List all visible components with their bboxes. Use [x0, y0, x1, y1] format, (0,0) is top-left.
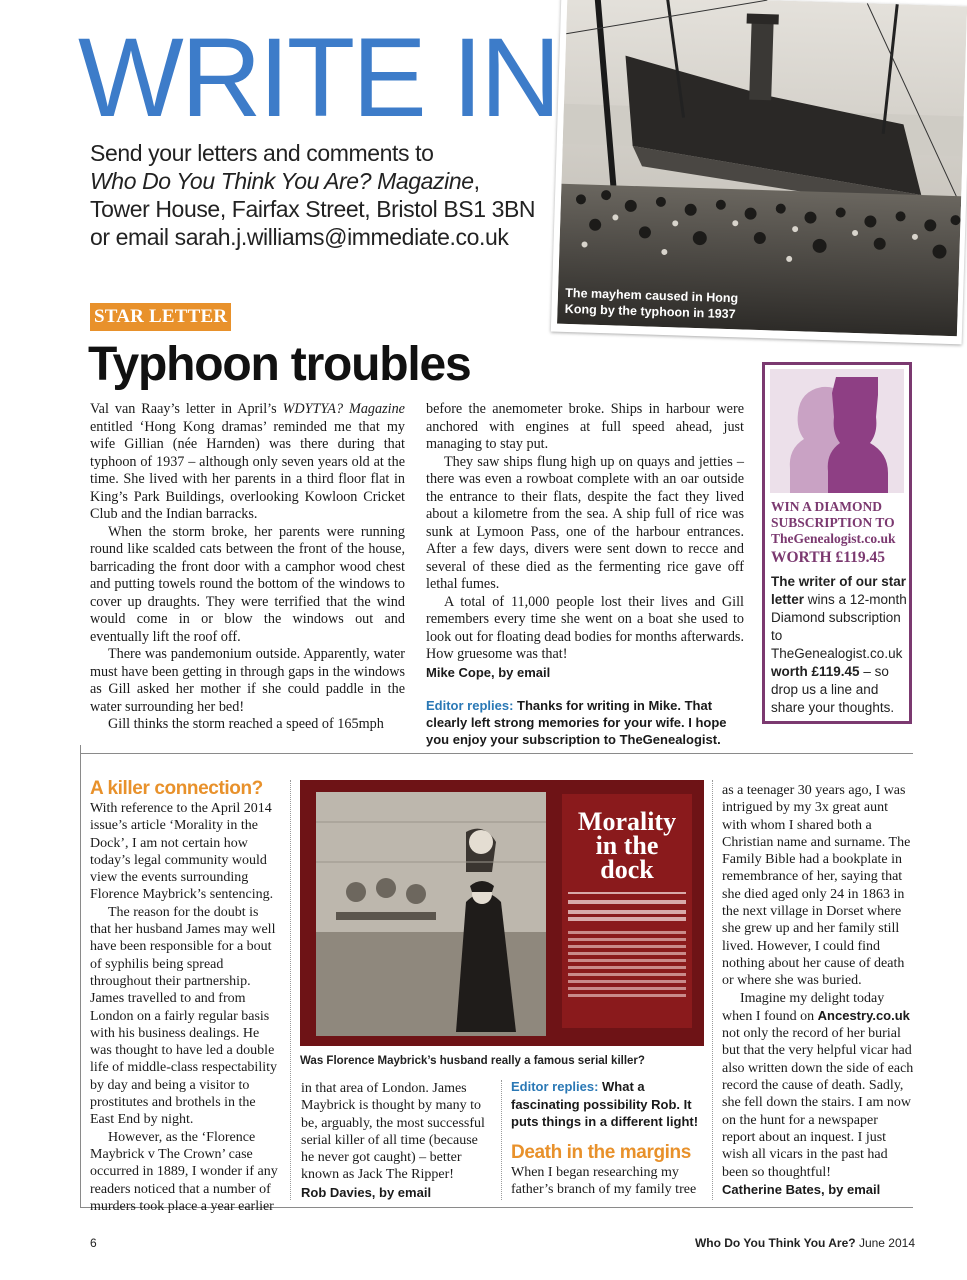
margins-column-2 [722, 782, 914, 1198]
margins-paragraph: Imagine my delight today when I found on Ancestry.co.uk not only the record of her burial but that the very helpful vicar had also written down the side of each record the cause of death. Sadly, she fell down the stairs. I am now on the hunt for a newspaper report about an inquest. I just wish all vicars in the past had been so thoughtful! [722, 990, 914, 1180]
margins-headline: Death in the margins [511, 1142, 691, 1163]
address-line-4: or email sarah.j.williams@immediate.co.uk [90, 224, 509, 250]
silhouette-image [770, 369, 904, 493]
star-letter-column-1 [90, 401, 405, 734]
promo-heading-1: WIN A DIAMOND [771, 499, 883, 514]
killer-column-1 [90, 800, 282, 1215]
margins-paragraph: When I began researching my father’s branch of my family tree [511, 1165, 697, 1198]
magazine-spread-image [300, 780, 704, 1046]
star-letter-paragraph: When the storm broke, her parents were running round like scalded cats between the front of the house, barricading the front door with a camphor wood chest and putting towels round the bottom of the windows to cover up draughts. They were terrified that the wind would come in or blow the windows out and eventually lift the roof off. [90, 523, 405, 645]
killer-paragraph: However, as the ‘Florence Maybrick v The Crown’ case occurred in 1889, I wonder if any readers noticed that a number of murders took place a year earlier [90, 1129, 278, 1214]
promo-text: The writer of our star letter wins a 12-month Diamond subscription to TheGenealogist.co.uk worth £119.45 – so drop us a line and share your thoughts. [771, 574, 907, 715]
margins-signature: Catherine Bates, by email [722, 1181, 881, 1197]
left-rule [80, 745, 81, 1208]
star-letter-headline: Typhoon troubles [88, 338, 471, 391]
promo-heading-2: SUBSCRIPTION TO [771, 515, 895, 530]
star-letter-badge: STAR LETTER [90, 303, 231, 331]
spread-title-line: dock [600, 855, 654, 884]
star-letter-paragraph: before the anemometer broke. Ships in harbour were anchored with engines at full speed ahead, just managing to stay put. [426, 401, 744, 452]
margins-paragraph: as a teenager 30 years ago, I was intrigued by my 3x great aunt with whom I shared both a Christian name and surname. The Family Bible had a bookplate in remembrance of her, saying that she died aged only 24 in 1863 in the next village in Dorset where she grew up and her family still lived. However, I could find nothing about her cause of death or where she was buried. [722, 783, 911, 989]
column-divider [290, 780, 291, 1200]
spread-caption: Was Florence Maybrick’s husband really a famous serial killer? [300, 1055, 645, 1067]
footer-magazine: Who Do You Think You Are? June 2014 [694, 1236, 915, 1250]
engraving-illustration [316, 792, 546, 1036]
star-letter-paragraph: Val van Raay’s letter in April’s WDYTYA? Magazine entitled ‘Hong Kong dramas’ reminded me that my wife Gillian (née Harnden) was there during that typhoon of 1937 – although only seven years old at the time. She lived with her parents in a third floor flat in King’s Park Buildings, overlooking Kowloon Cricket Club and the Indian barracks. [90, 401, 405, 522]
killer-paragraph: in that area of London. James Maybrick is thought by many to be, arguably, the most successful serial killer of all time (because he never got caught) – better known as Jack The Ripper! [301, 1081, 485, 1183]
margins-column-1 [511, 1164, 703, 1199]
star-letter-paragraph: A total of 11,000 people lost their lives and Gill remembers every time she went on a boat she used to look out for floating dead bodies for months afterwards. How gruesome was that! [426, 593, 744, 662]
killer-paragraph: With reference to the April 2014 issue’s article ‘Morality in the Dock’, I am not certain how today’s legal community would view the events surrounding Florence Maybrick’s sentencing. [90, 801, 274, 903]
page-title: WRITE IN [78, 15, 558, 140]
killer-column-2 [301, 1080, 493, 1201]
promo-price: WORTH £119.45 [771, 549, 885, 566]
editor-reply: Editor replies: Thanks for writing in Mike. That clearly left strong memories for your wife. I hope you enjoy your subscription to TheGenealogist. [426, 697, 727, 747]
star-letter-column-2 [426, 401, 744, 748]
spread-title-line: Morality [577, 807, 677, 836]
address-line-2 [90, 167, 480, 195]
killer-editor-reply: Editor replies: What a fascinating possibility Rob. It puts things in a different light! [511, 1079, 699, 1129]
star-letter-paragraph: Gill thinks the storm reached a speed of 165mph [108, 716, 384, 732]
star-letter-paragraph: They saw ships flung high up on quays and jetties – there was even a rowboat complete with an oar outside the entrance to their flats, despite the fact they lived about a kilometre from the sea. A ship full of rice was sunk at Lymoon Pass, one of the harbour entrances. After a few days, divers were sent down to recce and several of these died as the fermenting rice gave off lethal fumes. [426, 453, 744, 592]
promo-heading-3: TheGenealogist.co.uk [771, 531, 896, 546]
address-comma: , [473, 168, 480, 194]
promo-box [762, 362, 912, 724]
magazine-name: Who Do You Think You Are? Magazine [90, 168, 474, 194]
star-letter-signature: Mike Cope, by email [426, 664, 551, 680]
column-divider [712, 780, 713, 1200]
address-line-1: Send your letters and comments to [90, 140, 434, 166]
address-line-3: Tower House, Fairfax Street, Bristol BS1 3BN [90, 196, 536, 222]
engraving-image [316, 792, 546, 1036]
page-number: 6 [90, 1236, 97, 1250]
photo-caption: The mayhem caused in Hong Kong by the typhoon in 1937 [564, 285, 739, 322]
star-letter-paragraph: There was pandemonium outside. Apparently, water must have been getting in through gaps in the windows as Gill asked her mother if she could paddle in the water surrounding her bed! [90, 646, 405, 715]
spread-article-panel [562, 794, 692, 1028]
column-divider [501, 1080, 502, 1200]
silhouette-icon [770, 369, 904, 493]
spread-title-line: in the [595, 831, 659, 860]
killer-paragraph: The reason for the doubt is that her husband James may well have been responsible for a bout of syphilis being spread throughout their partnership. James travelled to and from London on a fairly regular basis with his business dealings. He was thought to have led a double life of middle-class respectability by day and being a visitor to prostitutes and brothels in the East End by night. [90, 904, 277, 1128]
killer-headline: A killer connection? [90, 778, 263, 799]
section-divider [80, 753, 913, 754]
killer-signature: Rob Davies, by email [301, 1184, 432, 1200]
